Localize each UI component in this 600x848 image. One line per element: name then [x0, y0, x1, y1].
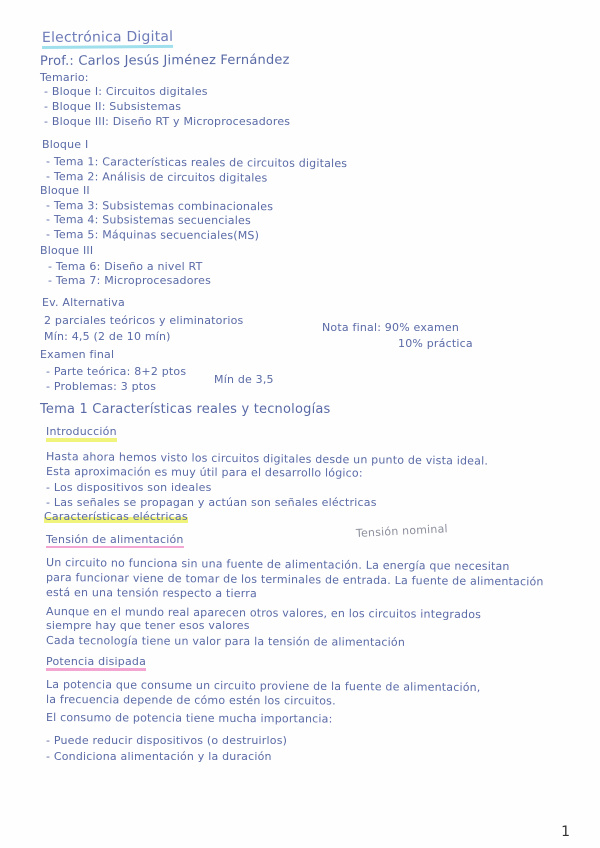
handwritten-line: El consumo de potencia tiene mucha importancia: — [45, 711, 333, 726]
handwritten-line: - Tema 4: Subsistemas secuenciales — [45, 213, 251, 228]
handwritten-line: - Tema 7: Microprocesadores — [48, 274, 212, 287]
handwritten-line: - Bloque II: Subsistemas — [44, 100, 182, 113]
handwritten-line: Introducción — [46, 425, 117, 442]
handwritten-line: - Tema 5: Máquinas secuenciales(MS) — [45, 228, 260, 243]
handwritten-line: Tensión nominal — [355, 522, 449, 540]
page-number: 1 — [561, 824, 570, 840]
handwritten-line: Prof.: Carlos Jesús Jiménez Fernández — [39, 52, 290, 69]
handwritten-line: Bloque II — [40, 184, 90, 197]
handwritten-line: - Los dispositivos son ideales — [46, 481, 212, 494]
handwritten-line: - Tema 2: Análisis de circuitos digitales — [45, 170, 268, 185]
handwritten-line: Mín de 3,5 — [214, 373, 274, 386]
handwritten-line: - Tema 1: Características reales de circuitos digitales — [45, 155, 348, 171]
handwritten-line: - Las señales se propagan y actúan son señales eléctricas — [46, 496, 377, 509]
handwritten-line: la frecuencia depende de cómo estén los circuitos. — [45, 693, 336, 708]
handwritten-line: 10% práctica — [398, 337, 473, 350]
handwritten-line: Aunque en el mundo real aparecen otros valores, en los circuitos integrados — [45, 605, 482, 622]
handwritten-line: Bloque III — [40, 244, 94, 257]
handwritten-line: Características eléctricas — [44, 510, 188, 523]
handwritten-line: Examen final — [40, 348, 115, 361]
handwritten-line: Electrónica Digital — [42, 29, 173, 49]
handwritten-line: - Puede reducir dispositivos (o destruirlos) — [46, 734, 288, 747]
handwritten-line: Un circuito no funciona sin una fuente de alimentación. La energía que necesitan — [45, 556, 510, 574]
handwritten-line: Hasta ahora hemos visto los circuitos digitales desde un punto de vista ideal. — [45, 450, 489, 468]
handwritten-line: - Problemas: 3 ptos — [46, 380, 157, 393]
handwritten-line: Potencia disipada — [46, 655, 146, 671]
handwritten-line: para funcionar viene de tomar de los terminales de entrada. La fuente de alimentación — [45, 571, 544, 589]
handwritten-line: 2 parciales teóricos y eliminatorios — [44, 314, 244, 327]
handwritten-line: Esta aproximación es muy útil para el desarrollo lógico: — [45, 465, 363, 480]
handwritten-line: Cada tecnología tiene un valor para la tensión de alimentación — [45, 634, 406, 649]
handwritten-line: - Condiciona alimentación y la duración — [46, 750, 272, 763]
handwritten-line: Bloque I — [42, 138, 89, 151]
handwritten-line: - Parte teórica: 8+2 ptos — [46, 365, 187, 378]
handwritten-line: La potencia que consume un circuito proviene de la fuente de alimentación, — [45, 678, 481, 695]
handwritten-line: Mín: 4,5 (2 de 10 mín) — [44, 330, 171, 343]
handwritten-line: - Tema 3: Subsistemas combinacionales — [45, 199, 274, 214]
handwritten-line: - Bloque I: Circuitos digitales — [44, 85, 208, 98]
handwritten-line: Temario: — [40, 71, 89, 84]
handwritten-line: - Bloque III: Diseño RT y Microprocesadores — [44, 115, 291, 128]
handwritten-line: - Tema 6: Diseño a nivel RT — [48, 260, 203, 273]
handwritten-line: está en una tensión respecto a tierra — [45, 586, 258, 601]
handwritten-line: Ev. Alternativa — [42, 296, 125, 309]
handwritten-line: Tensión de alimentación — [46, 533, 184, 546]
handwritten-line: Nota final: 90% examen — [322, 321, 460, 334]
handwritten-line: Tema 1 Características reales y tecnologías — [40, 402, 331, 417]
handwritten-line: siempre hay que tener esos valores — [46, 619, 250, 632]
